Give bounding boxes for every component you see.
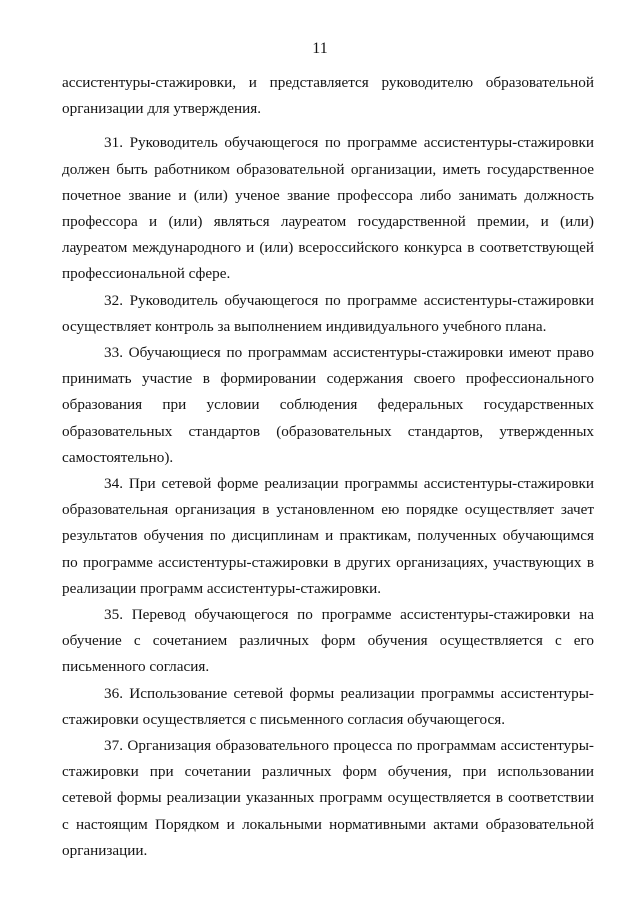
page-number: 11 (312, 40, 328, 57)
paragraph-36: 36. Использование сетевой формы реализации программы ассистентуры-стажировки осуществляется с письменного согласия обучающегося. (62, 684, 594, 728)
paragraph-33: 33. Обучающиеся по программам ассистентуры-стажировки имеют право принимать участие в формировании содержания своего профессионального образования при условии соблюдения федеральных государственных образовательных стандартов (образовательных стандартов, утвержденных самостоятельно). (62, 344, 594, 466)
paragraph-31: 31. Руководитель обучающегося по программе ассистентуры-стажировки должен быть работником образовательной организации, иметь государственное почетное звание и (или) ученое звание профессора либо занимать должность профессора и (или) являться лауреатом государственной премии, и (или) лауреатом международного и (или) всероссийского конкурса в соответствующей профессиональной сфере. (62, 134, 594, 283)
paragraph-continued: ассистентуры-стажировки, и представляется руководителю образовательной организации для утверждения. (62, 74, 594, 118)
paragraph-34: 34. При сетевой форме реализации программы ассистентуры-стажировки образовательная организация в установленном ею порядке осуществляет зачет результатов обучения по дисциплинам и практикам, полученных обучающимся по программе ассистентуры-стажировки в других организациях, участвующих в реализации программ ассистентуры-стажировки. (62, 475, 594, 597)
paragraph-37: 37. Организация образовательного процесса по программам ассистентуры-стажировки при сочетании различных форм обучения, при использовании сетевой формы реализации указанных программ осуществляется в соответствии с настоящим Порядком и локальными нормативными актами образовательной организации. (62, 737, 594, 859)
document-body (62, 70, 594, 864)
paragraph-35: 35. Перевод обучающегося по программе ассистентуры-стажировки на обучение с сочетанием различных форм обучения осуществляется с его письменного согласия. (62, 606, 594, 676)
paragraph-32: 32. Руководитель обучающегося по программе ассистентуры-стажировки осуществляет контроль за выполнением индивидуального учебного плана. (62, 291, 594, 335)
